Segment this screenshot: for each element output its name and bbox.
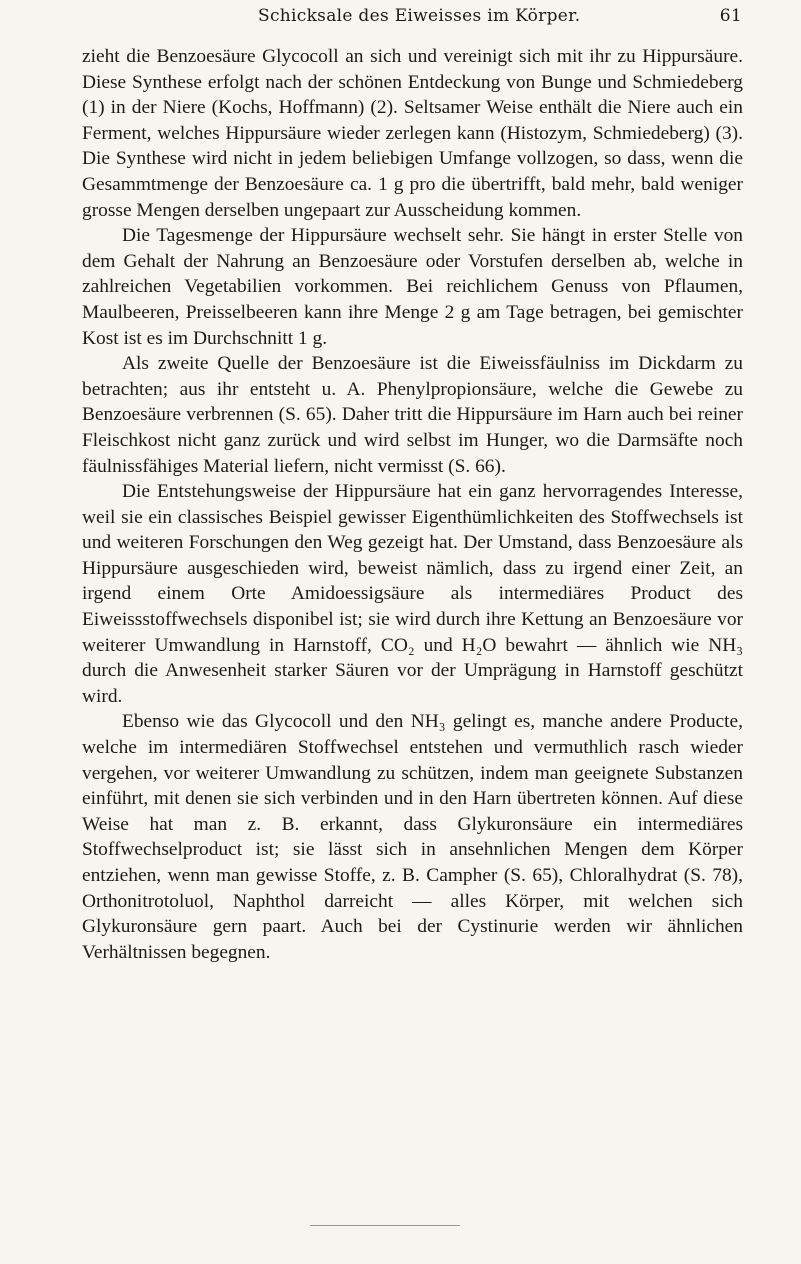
page-number: 61 <box>719 6 742 26</box>
running-head-title: Schicksale des Eiweisses im Körper. <box>258 6 581 26</box>
paragraph-1: zieht die Benzoesäure Glycocoll an sich und vereinigt sich mit ihr zu Hippursäure. Diese Synthese erfolgt nach der schönen Entdeckung von Bunge und Schmiedeberg (1) in der Niere (Kochs, Hoffmann) (2). Seltsamer Weise enthält die Niere auch ein Ferment, welches Hippursäure wieder zerlegen kann (Histozym, Schmiedeberg) (3). Die Synthese wird nicht in jedem beliebigen Umfange vollzogen, so dass, wenn die Gesammtmenge der Benzoesäure ca. 1 g pro die übertrifft, bald mehr, bald weniger grosse Mengen derselben ungepaart zur Ausscheidung kommen. <box>82 46 743 221</box>
footer-rule <box>310 1225 460 1226</box>
running-head <box>82 6 742 34</box>
paragraph-3: Als zweite Quelle der Benzoesäure ist die Eiweissfäulniss im Dickdarm zu betrachten; aus ihr entsteht u. A. Phenylpropionsäure, welche die Gewebe zu Benzoesäure verbrennen (S. 65). Daher tritt die Hippursäure im Harn auch bei reiner Fleischkost nicht ganz zurück und wird selbst im Hunger, wo die Darmsäfte noch fäulnissfähiges Material liefern, nicht vermisst (S. 66). <box>82 353 743 477</box>
paragraph-2: Die Tagesmenge der Hippursäure wechselt sehr. Sie hängt in erster Stelle von dem Gehalt der Nahrung an Benzoesäure oder Vorstufen derselben ab, welche in zahlreichen Vegetabilien vorkommen. Bei reichlichem Genuss von Pflaumen, Maulbeeren, Preisselbeeren kann ihre Menge 2 g am Tage betragen, bei gemischter Kost ist es im Durchschnitt 1 g. <box>82 225 743 349</box>
body-text <box>82 44 743 965</box>
paragraph-4: Die Entstehungsweise der Hippursäure hat ein ganz hervorragendes Interesse, weil sie ein classisches Beispiel gewisser Eigenthümlichkeiten des Stoffwechsels ist und weiteren Forschungen den Weg gezeigt hat. Der Umstand, dass Benzoesäure als Hippursäure ausgeschieden wird, beweist nämlich, dass zu irgend einer Zeit, an irgend einem Orte Amidoessigsäure als intermediäres Product des Eiweissstoffwechsels disponibel ist; sie wird durch ihre Kettung an Benzoesäure vor weiterer Umwandlung in Harnstoff, CO₂ und H₂O bewahrt — ähnlich wie NH₃ durch die Anwesenheit starker Säuren vor der Umprägung in Harnstoff geschützt wird. <box>82 481 743 707</box>
paragraph-5: Ebenso wie das Glycocoll und den NH₃ gelingt es, manche andere Producte, welche im intermediären Stoffwechsel entstehen und vermuthlich rasch wieder vergehen, vor weiterer Umwandlung zu schützen, indem man geeignete Substanzen einführt, mit denen sie sich verbinden und in den Harn übertreten können. Auf diese Weise hat man z. B. erkannt, dass Glykuronsäure ein intermediäres Stoffwechselproduct ist; sie lässt sich in ansehnlichen Mengen dem Körper entziehen, wenn man gewisse Stoffe, z. B. Campher (S. 65), Chloralhydrat (S. 78), Orthonitrotoluol, Naphthol darreicht — alles Körper, mit welchen sich Glykuronsäure gern paart. Auch bei der Cystinurie werden wir ähnlichen Verhältnissen begegnen. <box>82 711 743 963</box>
